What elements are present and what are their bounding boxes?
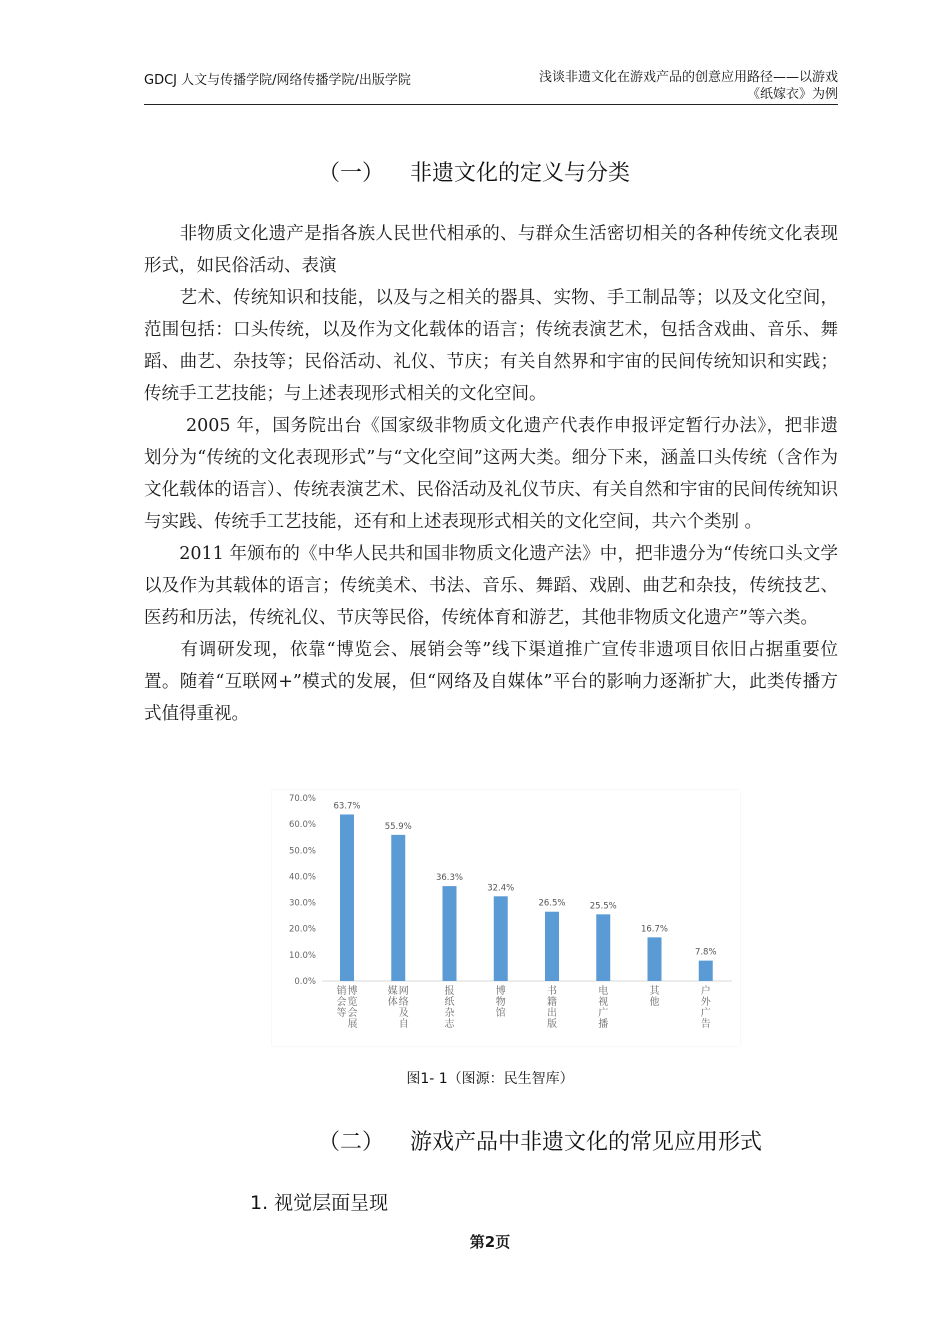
bar xyxy=(699,961,713,981)
data-label: 7.8% xyxy=(694,947,717,958)
y-tick-label: 70.0% xyxy=(288,794,316,804)
bar xyxy=(648,937,662,981)
bar-chart xyxy=(272,790,740,1046)
section-title: 游戏产品中非遗文化的常见应用形式 xyxy=(410,1130,763,1155)
bar xyxy=(340,814,354,981)
section-heading-1 xyxy=(318,156,630,187)
header-title-line2: 《纸嫁衣》为例 xyxy=(746,87,838,102)
x-tick-label: 博物馆 xyxy=(495,986,506,1019)
subsection-heading: 1. 视觉层面呈现 xyxy=(250,1192,389,1214)
header-title-line1: 浅谈非遗文化在游戏产品的创意应用路径——以游戏 xyxy=(538,70,838,85)
data-label: 36.3% xyxy=(435,873,464,884)
page-header xyxy=(144,64,838,105)
figure-caption: 图1- 1（图源：民生智库） xyxy=(406,1071,574,1087)
x-tick-label: 网络及自媒体 xyxy=(387,986,409,1030)
paragraph: 2011 年颁布的《中华人民共和国非物质文化遗产法》中，把非遗分为“传统口头文学以及作为其载体的语言；传统美术、书法、音乐、舞蹈、戏剧、曲艺和杂技，传统技艺、医药和历法，传统礼仪、节庆等民俗，传统体育和游艺，其他非物质文化遗产”等六类。 xyxy=(144,544,838,628)
section-number: （二） xyxy=(318,1130,385,1155)
data-label: 26.5% xyxy=(538,898,566,909)
y-tick-label: 0.0% xyxy=(294,977,316,987)
body-text xyxy=(144,218,838,730)
y-tick-label: 60.0% xyxy=(288,820,316,831)
header-paper-title xyxy=(539,69,838,103)
x-tick-label: 其他 xyxy=(649,986,660,1008)
paragraph: 非物质文化遗产是指各族人民世代相承的、与群众生活密切相关的各种传统文化表现形式，如民俗活动、表演 xyxy=(144,224,838,276)
page-number: 第2页 xyxy=(469,1233,511,1251)
section-heading-2 xyxy=(318,1125,762,1156)
section-title: 非遗文化的定义与分类 xyxy=(410,161,631,186)
header-institution: GDCJ 人文与传播学院/网络传播学院/出版学院 xyxy=(144,73,411,88)
y-tick-label: 20.0% xyxy=(288,924,316,935)
paragraph: 有调研发现，依靠“博览会、展销会等”线下渠道推广宣传非遗项目依旧占据重要位置。随着“互联网+”模式的发展，但“网络及自媒体”平台的影响力逐渐扩大，此类传播方式值得重视。 xyxy=(144,640,838,724)
data-label: 63.7% xyxy=(333,801,361,812)
x-tick-label: 户外广告 xyxy=(700,986,711,1030)
data-label: 25.5% xyxy=(589,901,617,912)
bar xyxy=(494,896,508,981)
data-label: 55.9% xyxy=(384,821,412,832)
paragraph: 艺术、传统知识和技能，以及与之相关的器具、实物、手工制品等；以及文化空间，范围包括：口头传统，以及作为文化载体的语言；传统表演艺术，包括含戏曲、音乐、舞蹈、曲艺、杂技等；民俗活动、礼仪、节庆；有关自然界和宇宙的民间传统知识和实践；传统手工艺技能；与上述表现形式相关的文化空间。 xyxy=(144,288,838,404)
section-number: （一） xyxy=(318,161,385,186)
y-tick-label: 50.0% xyxy=(288,846,316,857)
data-label: 32.4% xyxy=(487,883,515,894)
x-tick-label: 电视广播 xyxy=(598,986,609,1030)
y-tick-label: 30.0% xyxy=(288,898,316,909)
x-tick-label: 书籍出版 xyxy=(547,986,557,1030)
x-tick-label: 报纸杂志 xyxy=(444,986,455,1030)
x-tick-label: 博览会展销会等 xyxy=(336,986,358,1030)
y-tick-label: 10.0% xyxy=(288,950,316,961)
data-label: 16.7% xyxy=(640,924,669,935)
bar xyxy=(596,914,610,981)
bar xyxy=(545,912,559,981)
paragraph: 2005 年，国务院出台《国家级非物质文化遗产代表作申报评定暂行办法》，把非遗划分为“传统的文化表现形式”与“文化空间”这两大类。细分下来，涵盖口头传统（含作为文化载体的语言）、传统表演艺术、民俗活动及礼仪节庆、有关自然和宇宙的民间传统知识与实践、传统手工艺技能，还有和上述表现形式相关的文化空间，共六个类别 。 xyxy=(144,416,838,532)
bar xyxy=(443,886,457,981)
bar-chart-svg xyxy=(272,790,740,1046)
bar xyxy=(391,835,405,981)
y-tick-label: 40.0% xyxy=(288,872,316,883)
